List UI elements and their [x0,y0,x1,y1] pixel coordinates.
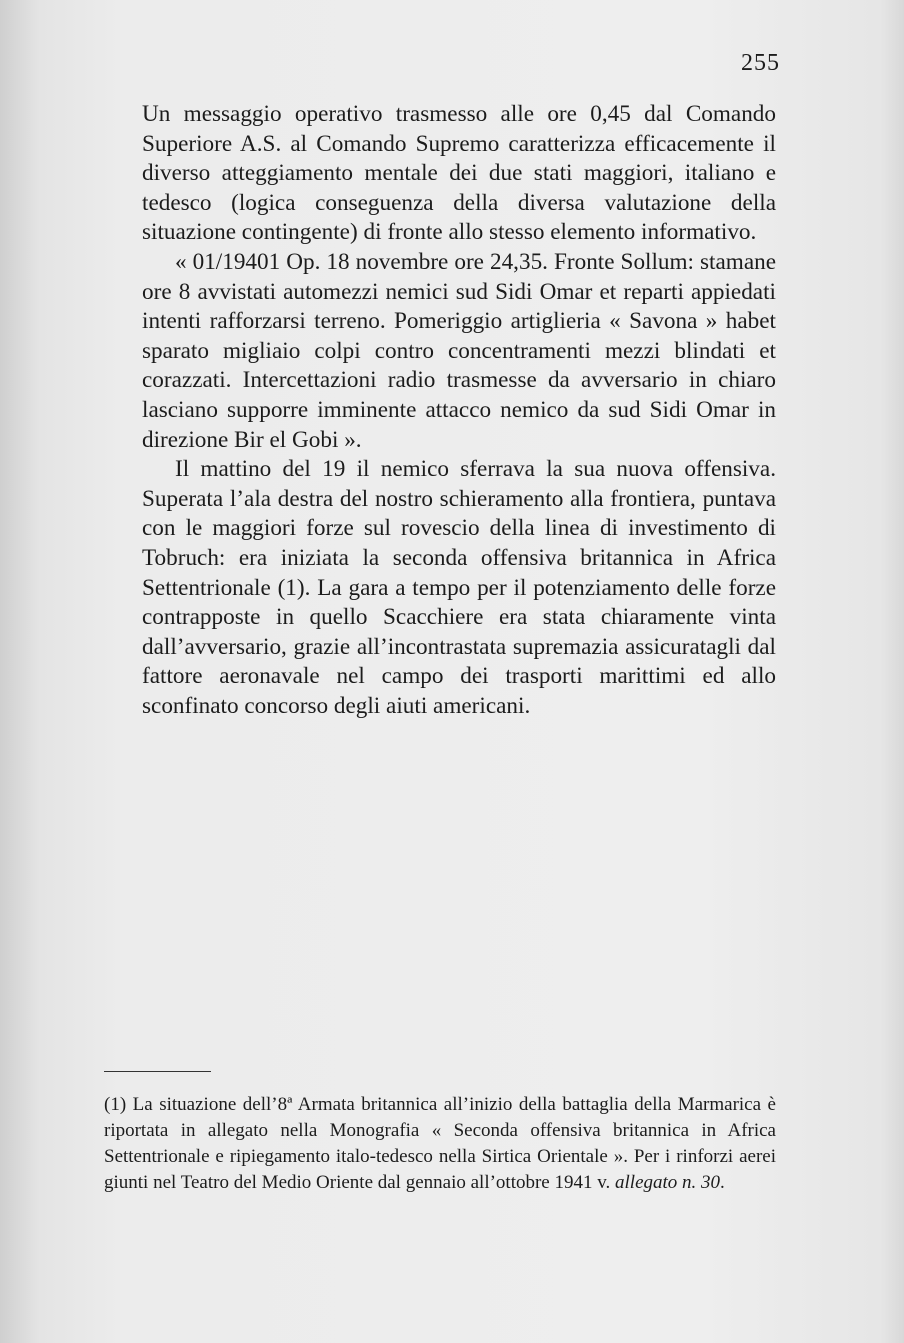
paragraph-quoted-message: « 01/19401 Op. 18 novembre ore 24,35. Fronte Sollum: stamane ore 8 avvistati automezzi nemici sud Sidi Omar et reparti appiedati intenti rafforzarsi terreno. Pomeriggio artiglieria « Savona » habet sparato migliaio colpi contro concentramenti mezzi blindati et corazzati. Intercettazioni radio trasmesse da avversario in chiaro lasciano supporre imminente attacco nemico da sud Sidi Omar in direzione Bir el Gobi ». [142,248,776,453]
footnote-end: . [720,1172,725,1193]
page-number: 255 [741,50,780,76]
body-text [142,100,776,721]
footnote-text: (1) La situazione dell’8ª Armata britannica all’inizio della battaglia della Marmarica è riportata in allegato nella Monografia « Seconda offensiva britannica in Africa Settentrionale e ripiegamento italo-tedesco nella Sirtica Orientale ». Per i rinforzi aerei giunti nel Teatro del Medio Oriente dal gennaio all’ottobre 1941 v. [104,1094,776,1193]
footnote-divider [104,1071,211,1072]
footnote-reference: allegato n. 30 [615,1172,721,1193]
footnote [104,1092,776,1196]
paragraph-offensive: Il mattino del 19 il nemico sferrava la sua nuova offensiva. Superata l’ala destra del nostro schieramento alla frontiera, puntava con le maggiori forze sul rovescio della linea di investimento di Tobruch: era iniziata la seconda offensiva britannica in Africa Settentrionale (1). La gara a tempo per il potenziamento delle forze contrapposte in quello Scacchiere era stata chiaramente vinta dall’avversario, grazie all’incontrastata supremazia assicuratagli dal fattore aeronavale nel campo dei trasporti marittimi ed allo sconfinato concorso degli aiuti americani. [142,456,776,719]
paragraph-message-intro: Un messaggio operativo trasmesso alle ore 0,45 dal Comando Superiore A.S. al Comando Supremo caratterizza efficacemente il diverso atteggiamento mentale dei due stati maggiori, italiano e tedesco (logica conseguenza della diversa valutazione della situazione contingente) di fronte allo stesso elemento informativo. [142,101,776,246]
